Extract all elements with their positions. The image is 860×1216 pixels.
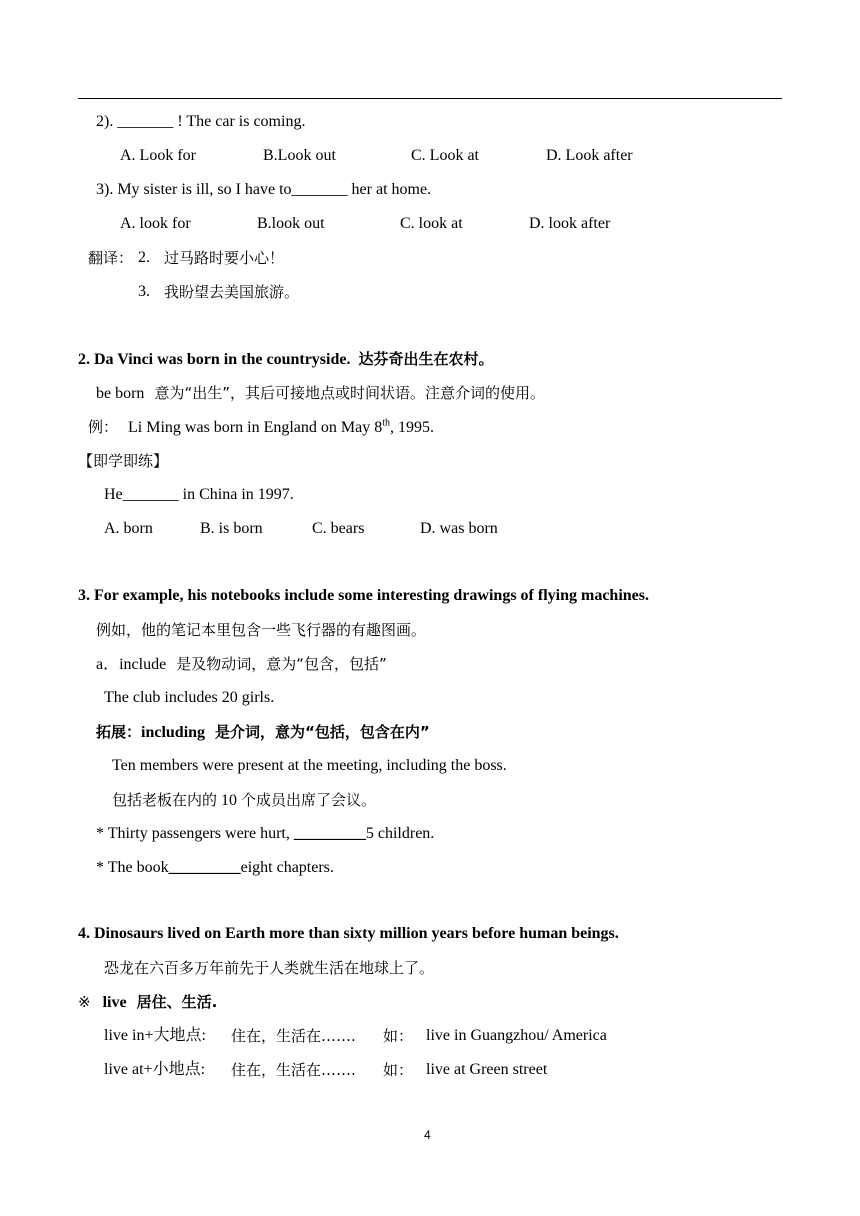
section-2-practice-stem: He_______ in China in 1997. xyxy=(104,486,294,503)
section-3-exercise-1-end: 5 children. xyxy=(365,825,435,842)
page-number: 4 xyxy=(424,1128,431,1142)
question-3-option-d: D. look after xyxy=(529,215,611,232)
section-4-row-1-label: live in+大地点: xyxy=(104,1027,206,1044)
question-2-option-d: D. Look after xyxy=(546,147,633,164)
translate-item-3: 我盼望去美国旅游。 xyxy=(164,283,300,301)
section-3-point xyxy=(96,654,387,675)
section-4-row-1-eg: 如： xyxy=(383,1027,414,1045)
section-4-row-1-meaning: 住在，生活在……. xyxy=(231,1027,356,1045)
section-3-exercise-2-text: * The book xyxy=(96,859,169,876)
section-3-extension-example-cn xyxy=(112,790,376,811)
section-3-extension-number: 10 xyxy=(221,792,238,809)
section-2-title-cn: 达芬奇出生在农村。 xyxy=(358,350,494,368)
section-3-point-label: a．include xyxy=(96,656,167,673)
section-2-example-end: , 1995. xyxy=(390,419,434,436)
question-2-option-b: B.Look out xyxy=(263,147,336,164)
section-3-exercise-1 xyxy=(96,824,434,844)
question-2-option-a: A. Look for xyxy=(120,147,196,164)
section-3-exercise-1-blank: _________ xyxy=(293,825,366,842)
translate-label: 翻译： xyxy=(88,249,134,267)
question-2-stem: 2). _______ ! The car is coming. xyxy=(96,113,306,130)
section-4-row-2-meaning: 住在，生活在……. xyxy=(231,1061,356,1079)
section-3-title: 3. For example, his notebooks include some interesting drawings of flying machines. xyxy=(78,587,649,604)
section-2-example-text: Li Ming was born in England on May 8 xyxy=(128,419,383,436)
section-2-note xyxy=(96,383,545,404)
section-2-option-c: C. bears xyxy=(312,520,365,537)
question-3-option-c: C. look at xyxy=(400,215,463,232)
section-3-extension-cn-part-1: 包括老板在内的 xyxy=(112,791,218,809)
reference-mark-icon: ※ xyxy=(78,993,91,1011)
translate-item-2: 过马路时要小心！ xyxy=(164,249,285,267)
section-3-extension-label: 拓展： xyxy=(96,723,142,741)
section-2-title-en: 2. Da Vinci was born in the countryside. xyxy=(78,351,351,368)
section-3-exercise-2-end: eight chapters. xyxy=(240,859,334,876)
section-2-example xyxy=(88,417,434,438)
section-3-exercise-2 xyxy=(96,858,334,878)
section-4-row-1-example: live in Guangzhou/ America xyxy=(426,1027,607,1044)
section-4-live-word: live xyxy=(102,994,127,1011)
question-2-option-c: C. Look at xyxy=(411,147,479,164)
section-2-option-b: B. is born xyxy=(200,520,263,537)
section-4-title: 4. Dinosaurs lived on Earth more than sixty million years before human beings. xyxy=(78,925,619,942)
section-3-extension-example: Ten members were present at the meeting, including the boss. xyxy=(112,757,507,774)
question-3-option-b: B.look out xyxy=(257,215,325,232)
section-2-option-a: A. born xyxy=(104,520,153,537)
section-3-exercise-2-blank: _________ xyxy=(168,859,241,876)
section-3-translation: 例如，他的笔记本里包含一些飞行器的有趣图画。 xyxy=(96,621,427,639)
section-4-row-2-eg: 如： xyxy=(383,1061,414,1079)
section-4-live-heading xyxy=(78,992,217,1013)
section-3-extension-word: including xyxy=(141,724,206,741)
section-2-option-d: D. was born xyxy=(420,520,498,537)
question-3-option-a: A. look for xyxy=(120,215,191,232)
section-4-live-cn: 居住、生活. xyxy=(136,993,218,1011)
section-4-row-2-label: live at+小地点: xyxy=(104,1061,206,1078)
section-4-row-2-example: live at Green street xyxy=(426,1061,548,1078)
section-2-practice-label: 【即学即练】 xyxy=(78,452,169,470)
section-3-extension-cn-part-2: 个成员出席了会议。 xyxy=(241,791,377,809)
section-3-point-cn: 是及物动词，意为“包含，包括” xyxy=(176,655,387,673)
question-3-stem: 3). My sister is ill, so I have to_______ her at home. xyxy=(96,181,432,198)
translate-item-3-number: 3. xyxy=(138,283,150,300)
section-3-point-example: The club includes 20 girls. xyxy=(104,689,275,706)
section-2-note-cn: 意为“出生”，其后可接地点或时间状语。注意介词的使用。 xyxy=(154,384,545,402)
section-2-example-sup: th xyxy=(382,417,390,429)
section-3-extension xyxy=(96,722,430,743)
section-2-example-label: 例： xyxy=(88,418,119,436)
section-2-note-en: be born xyxy=(96,385,145,402)
header-rule xyxy=(78,98,782,99)
section-3-extension-cn: 是介词，意为“包括，包含在内” xyxy=(215,723,430,741)
translate-item-2-number: 2. xyxy=(138,249,150,266)
section-4-translation: 恐龙在六百多万年前先于人类就生活在地球上了。 xyxy=(104,959,435,977)
section-3-exercise-1-text: * Thirty passengers were hurt, xyxy=(96,825,294,842)
section-2-title xyxy=(78,349,493,370)
